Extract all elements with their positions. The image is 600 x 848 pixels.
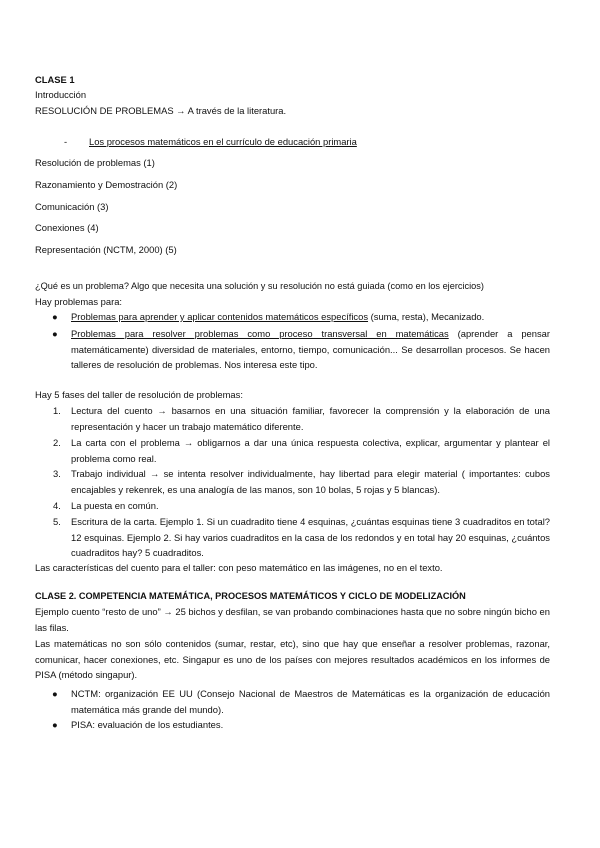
clase1-heading: CLASE 1: [35, 74, 75, 85]
clase2-bullet-item: PISA: evaluación de los estudiantes.: [71, 719, 224, 730]
process-item: Resolución de problemas (1): [35, 157, 155, 168]
phase-number: 1.: [53, 405, 61, 416]
clase2-heading: CLASE 2. COMPETENCIA MATEMÁTICA, PROCESOS MATEMÁTICOS Y CICLO DE MODELIZACIÓN: [35, 591, 466, 601]
problem-question: ¿Qué es un problema? Algo que necesita una solución y su resolución no está guiada (como en los ejercicios): [35, 281, 484, 291]
closing-line: Las características del cuento para el taller: con peso matemático en las imágenes, no en el texto.: [35, 562, 443, 573]
intro-label: Introducción: [35, 89, 87, 100]
bullet-icon: ●: [52, 328, 58, 339]
phase-number: 5.: [53, 516, 61, 527]
process-item: Razonamiento y Demostración (2): [35, 179, 178, 190]
problem-type-title: Problemas para resolver problemas como proceso transversal en matemáticas: [71, 328, 449, 339]
phase-text: Lectura del cuento → basarnos en una situación familiar, favorecer la comprensión y la elaboración de una representación y hacer un trabajo matemático diferente.: [71, 405, 550, 432]
bullet-icon: ●: [52, 719, 58, 730]
phase-number: 2.: [53, 437, 61, 448]
section-title: Los procesos matemáticos en el currículo de educación primaria: [89, 136, 357, 147]
process-item: Representación (NCTM, 2000) (5): [35, 244, 177, 255]
phase-text: La carta con el problema → obligarnos a dar una única respuesta colectiva, explicar, argumentar y plantear el problema como real.: [71, 437, 550, 464]
phase-number: 4.: [53, 500, 61, 511]
phase-text: Trabajo individual → se intenta resolver individualmente, hay libertad para elegir material ( importantes: cubos encajables y rekenrek, es una analogía de las manos, son 10 bolas, 5 rojas y 5 blancas).: [71, 468, 550, 495]
example-paragraph: Ejemplo cuento “resto de uno” → 25 bichos y desfilan, se van probando combinaciones hasta que no sobre ningún bicho en las filas.: [35, 606, 550, 633]
phases-intro: Hay 5 fases del taller de resolución de problemas:: [35, 389, 243, 400]
bullet-icon: ●: [52, 688, 58, 699]
clase2-bullet-item: NCTM: organización EE UU (Consejo Nacional de Maestros de Matemáticas es la organización de educación matemática más grande del mundo).: [71, 688, 550, 715]
problem-type-item: [71, 309, 550, 325]
phase-text: Escritura de la carta. Ejemplo 1. Si un cuadradito tiene 4 esquinas, ¿cuántas esquinas tiene 3 cuadraditos en total? 12 esquinas. Ejemplo 2. Si hay varios cuadraditos en la casa de los redondos y en total hay 20 esquinas, ¿cuántos cuadraditos hay? 5 cuadraditos.: [71, 516, 550, 559]
process-item: Conexiones (4): [35, 222, 99, 233]
process-item: Comunicación (3): [35, 201, 109, 212]
section-dash: -: [64, 136, 68, 147]
problem-type-title: Problemas para aprender y aplicar contenidos matemáticos específicos: [71, 311, 369, 322]
phase-number: 3.: [53, 468, 61, 479]
topic-line: RESOLUCIÓN DE PROBLEMAS → A través de la literatura.: [35, 105, 287, 116]
problem-type-desc: (suma, resta), Mecanizado.: [368, 311, 485, 322]
main-paragraph: Las matemáticas no son sólo contenidos (sumar, restar, etc), sino que hay que enseñar a resolver problemas, razonar, comunicar, hacer conexiones, etc. Singapur es uno de los países con mejores resultados académicos en los informes de PISA (método singapur).: [35, 638, 550, 681]
phase-text: La puesta en común.: [71, 500, 159, 511]
problem-type-item: [71, 326, 550, 373]
types-intro: Hay problemas para:: [35, 296, 123, 307]
bullet-icon: ●: [52, 311, 58, 322]
problem-type-desc: (aprender a pensar matemáticamente) diversidad de materiales, entorno, tiempo, comunicación... Se desarrollan procesos. Se hacen talleres de resolución de problemas. Nos interesa este tipo.: [71, 328, 550, 371]
